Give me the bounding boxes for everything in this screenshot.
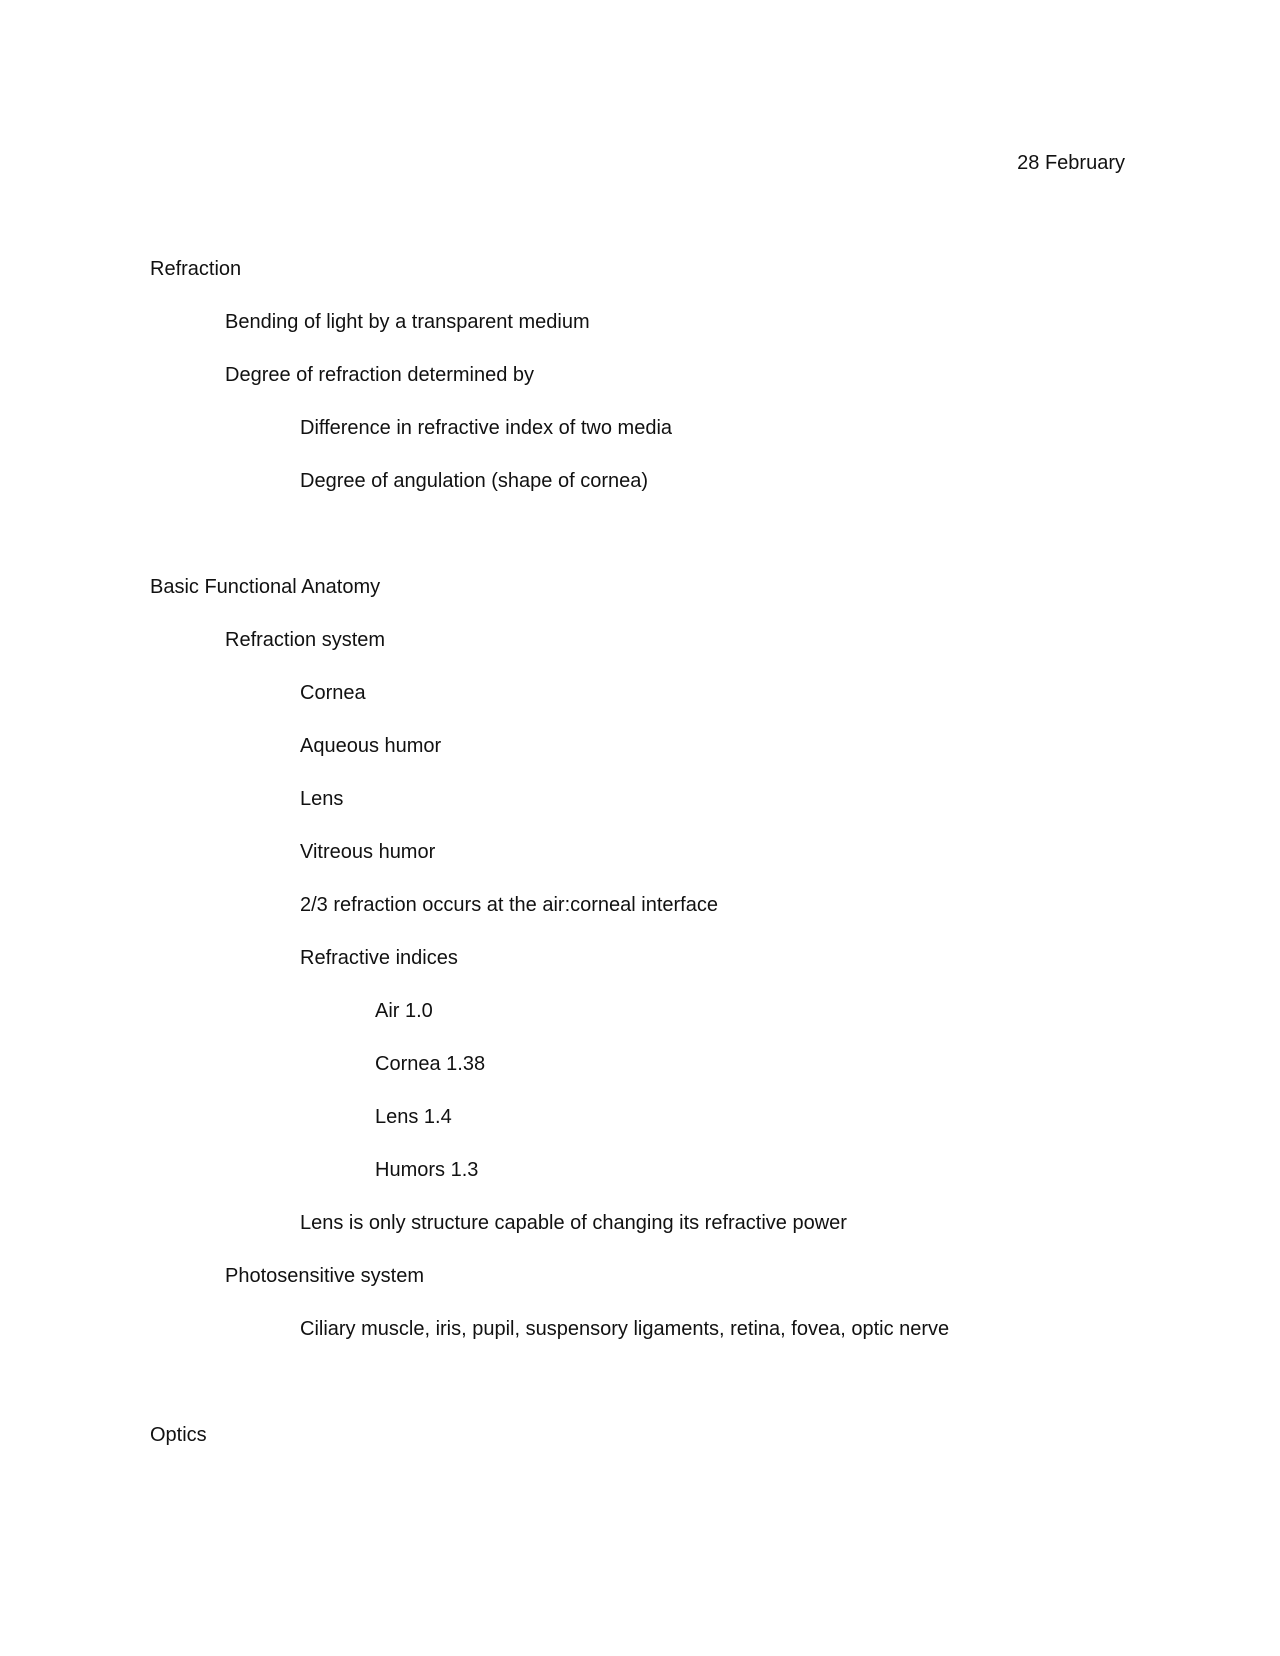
outline-line: Bending of light by a transparent medium	[225, 311, 590, 333]
outline-line: Optics	[150, 1424, 207, 1446]
outline-line: Lens 1.4	[375, 1106, 452, 1128]
outline-line	[150, 522, 1160, 575]
outline-line: Photosensitive system	[225, 1265, 424, 1287]
outline-line: Air 1.0	[375, 1000, 433, 1022]
outline-line: Lens	[300, 788, 344, 810]
outline-line: Aqueous humor	[300, 735, 442, 757]
outline-line: Humors 1.3	[375, 1159, 479, 1181]
outline-line: Refractive indices	[300, 947, 458, 969]
outline-line	[150, 1370, 1160, 1423]
outline-line: Refraction system	[225, 629, 386, 651]
outline-line: 2/3 refraction occurs at the air:corneal interface	[300, 894, 718, 916]
outline-line: Ciliary muscle, iris, pupil, suspensory ligaments, retina, fovea, optic nerve	[300, 1318, 950, 1340]
outline-line: Degree of refraction determined by	[225, 364, 535, 386]
outline-line: Cornea	[300, 682, 366, 704]
outline-line: Degree of angulation (shape of cornea)	[300, 470, 649, 492]
outline-line: Basic Functional Anatomy	[150, 576, 381, 598]
outline-line: Lens is only structure capable of changing its refractive power	[300, 1212, 847, 1234]
outline-line: Refraction	[150, 258, 242, 280]
outline-notes	[150, 257, 1160, 1476]
document-date: 28 February	[1017, 152, 1125, 174]
outline-line: Difference in refractive index of two media	[300, 417, 673, 439]
outline-line: Cornea 1.38	[375, 1053, 486, 1075]
outline-line: Vitreous humor	[300, 841, 436, 863]
